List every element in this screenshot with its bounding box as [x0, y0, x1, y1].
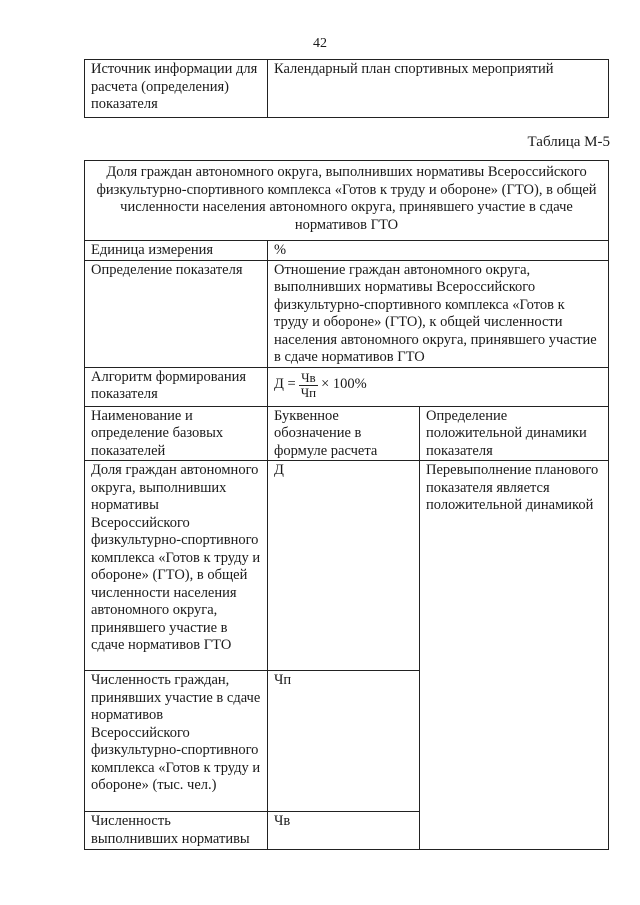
- header-base-name: Наименование и определение базовых показателей: [85, 406, 268, 461]
- formula-rhs: × 100%: [321, 376, 367, 393]
- row-name: Доля граждан автономного округа, выполнивших нормативы Всероссийского физкультурно-спортивного комплекса «Готов к труду и обороне» (ГТО), в общей численности населения автономного округа, принявшего участие в сдаче нормативов ГТО: [85, 461, 268, 671]
- source-row: [85, 60, 609, 118]
- dynamics-value: Перевыполнение планового показателя является положительной динамикой: [420, 461, 609, 850]
- formula-numerator: Чв: [301, 369, 316, 385]
- indicator-table: [84, 160, 609, 850]
- formula-denominator: Чп: [300, 384, 317, 400]
- formula-lhs: Д =: [274, 376, 296, 393]
- row-letter: Д: [268, 461, 420, 671]
- row-letter: Чв: [268, 812, 420, 850]
- header-dynamics: Определение положительной динамики показателя: [420, 406, 609, 461]
- definition-row: [85, 260, 609, 367]
- definition-value: Отношение граждан автономного округа, выполнивших нормативы Всероссийского физкультурно-спортивного комплекса «Готов к труду и обороне» (ГТО), к общей численности населения автономного округа, принявшего участие в сдаче нормативов ГТО: [268, 260, 609, 367]
- row-name: Численность выполнивших нормативы: [85, 812, 268, 850]
- algorithm-row: [85, 367, 609, 406]
- table-caption: Таблица М-5: [527, 134, 610, 150]
- formula-cell: [268, 367, 609, 406]
- unit-row: [85, 241, 609, 261]
- formula: [274, 371, 367, 400]
- source-table: [84, 59, 609, 118]
- algorithm-label: Алгоритм формирования показателя: [85, 367, 268, 406]
- header-row: [85, 406, 609, 461]
- header-letter: Буквенное обозначение в формуле расчета: [268, 406, 420, 461]
- row-letter: Чп: [268, 671, 420, 812]
- source-label: Источник информации для расчета (определения) показателя: [85, 60, 268, 118]
- page-number: 42: [313, 36, 327, 51]
- definition-label: Определение показателя: [85, 260, 268, 367]
- formula-fraction: [299, 371, 318, 400]
- unit-value: %: [268, 241, 609, 261]
- source-value: Календарный план спортивных мероприятий: [268, 60, 609, 118]
- unit-label: Единица измерения: [85, 241, 268, 261]
- row-name: Численность граждан, принявших участие в сдаче нормативов Всероссийского физкультурно-спортивного комплекса «Готов к труду и обороне» (тыс. чел.): [85, 671, 268, 812]
- indicator-title: Доля граждан автономного округа, выполнивших нормативы Всероссийского физкультурно-спортивного комплекса «Готов к труду и обороне» (ГТО), в общей численности населения автономного округа, принявшего участие в сдаче нормативов ГТО: [85, 161, 609, 241]
- table-row: [85, 461, 609, 671]
- title-row: [85, 161, 609, 241]
